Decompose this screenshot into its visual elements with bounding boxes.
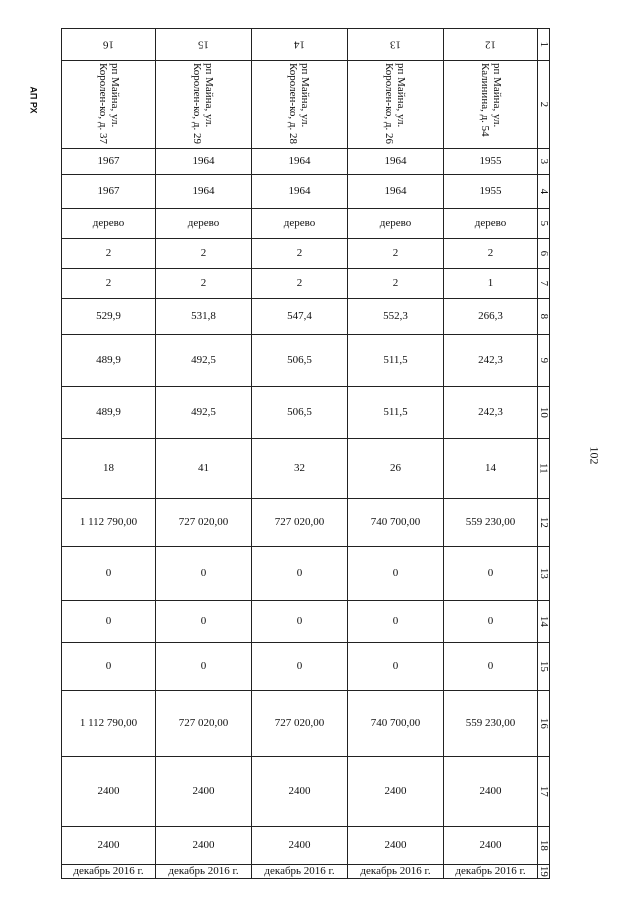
address-text: рп Майна, ул. Королен-ко, д. 26 [383,63,408,144]
column-number: 12 [537,516,550,528]
address-wrapper [252,61,346,149]
value-cell: 2400 [348,827,444,865]
value-cell: 1955 [444,149,538,175]
table-row [62,239,550,269]
value-cell: 2400 [156,757,252,827]
column-number: 7 [537,280,550,287]
address-cell [252,61,348,149]
table-row [62,601,550,643]
value-cell: дерево [156,209,252,239]
value-cell: 0 [156,601,252,643]
value-cell: 489,9 [62,335,156,387]
column-number-cell [538,601,550,643]
value-cell: 1967 [62,175,156,209]
value-cell: 0 [348,601,444,643]
table-row [62,757,550,827]
value-cell: 0 [156,643,252,691]
value-cell: 1964 [252,149,348,175]
value-cell: 727 020,00 [252,691,348,757]
value-cell: 242,3 [444,335,538,387]
value-cell: 531,8 [156,299,252,335]
value-cell: 2 [252,239,348,269]
column-number-cell [538,299,550,335]
table-row [62,149,550,175]
table-row [62,439,550,499]
value-cell: 552,3 [348,299,444,335]
value-cell: 2400 [62,757,156,827]
table-row [62,547,550,601]
value-cell: 2 [156,269,252,299]
value-cell: 41 [156,439,252,499]
address-wrapper [62,61,156,149]
value-cell: 1964 [348,149,444,175]
value-cell: 2400 [348,757,444,827]
completion-date: декабрь 2016 г. [444,865,538,879]
column-number: 4 [537,188,550,195]
column-number-cell [538,387,550,439]
column-number: 16 [537,717,550,729]
object-number: 15 [198,38,209,51]
value-cell: 0 [348,643,444,691]
value-cell: 0 [444,547,538,601]
column-number: 17 [537,785,550,797]
object-number-cell [156,29,252,61]
object-number: 16 [103,38,114,51]
completion-date: декабрь 2016 г. [156,865,252,879]
column-number-cell [538,827,550,865]
value-cell: дерево [62,209,156,239]
object-number-cell [348,29,444,61]
value-cell: 2400 [156,827,252,865]
address-wrapper [156,61,250,149]
value-cell: 506,5 [252,335,348,387]
value-cell: 1 112 790,00 [62,499,156,547]
value-cell: 1964 [348,175,444,209]
value-cell: 26 [348,439,444,499]
page-number [582,440,606,470]
column-number: 15 [537,660,550,672]
value-cell: 2400 [252,827,348,865]
value-cell: 740 700,00 [348,499,444,547]
value-cell: 18 [62,439,156,499]
column-number-cell [538,643,550,691]
value-cell: 0 [444,643,538,691]
address-wrapper [444,61,538,149]
table-row [62,29,550,61]
value-cell: 2 [444,239,538,269]
value-cell: 1 112 790,00 [62,691,156,757]
value-cell: 2400 [252,757,348,827]
column-number-cell [538,439,550,499]
value-cell: 2400 [62,827,156,865]
value-cell: дерево [252,209,348,239]
object-number: 13 [390,38,401,51]
value-cell: 727 020,00 [156,691,252,757]
completion-date: декабрь 2016 г. [348,865,444,879]
table-row [62,299,550,335]
housing-registry-table [61,28,550,879]
table-row [62,865,550,879]
value-cell: дерево [444,209,538,239]
column-number: 19 [537,865,550,877]
completion-date: декабрь 2016 г. [62,865,156,879]
value-cell: 1955 [444,175,538,209]
value-cell: 529,9 [62,299,156,335]
column-number: 10 [537,406,550,418]
object-number-cell [444,29,538,61]
value-cell: 0 [62,643,156,691]
value-cell: 0 [252,643,348,691]
address-cell [348,61,444,149]
value-cell: 266,3 [444,299,538,335]
value-cell: 1 [444,269,538,299]
value-cell: 2 [348,269,444,299]
object-number: 12 [485,38,496,51]
column-number: 1 [537,41,550,48]
address-text: рп Майна, ул. Королен-ко, д. 28 [287,63,312,144]
value-cell: 2 [348,239,444,269]
table-row [62,209,550,239]
value-cell: 740 700,00 [348,691,444,757]
address-text: рп Майна, ул. Королен-ко, д. 29 [191,63,216,144]
column-number: 8 [537,313,550,320]
page-number-text: 102 [587,446,602,464]
value-cell: 2400 [444,757,538,827]
table-body [62,29,550,879]
column-number: 11 [537,463,550,474]
table-row [62,335,550,387]
table-row [62,691,550,757]
value-cell: 492,5 [156,335,252,387]
value-cell: 492,5 [156,387,252,439]
column-number: 3 [537,158,550,165]
value-cell: 547,4 [252,299,348,335]
address-cell [156,61,252,149]
column-number: 9 [537,357,550,364]
value-cell: 242,3 [444,387,538,439]
archive-stamp-text: АП РХ [28,86,39,114]
column-number-cell [538,691,550,757]
address-cell [62,61,156,149]
value-cell: 0 [252,547,348,601]
table-row [62,387,550,439]
address-cell [444,61,538,149]
table-row [62,643,550,691]
value-cell: 506,5 [252,387,348,439]
value-cell: 511,5 [348,387,444,439]
value-cell: 0 [348,547,444,601]
object-number-cell [252,29,348,61]
object-number-cell [62,29,156,61]
column-number-cell [538,499,550,547]
column-number: 13 [537,567,550,579]
column-number-cell [538,757,550,827]
value-cell: 2 [62,269,156,299]
value-cell: 0 [156,547,252,601]
address-wrapper [348,61,442,149]
completion-date: декабрь 2016 г. [252,865,348,879]
column-number: 5 [537,220,550,227]
column-number-cell [538,61,550,149]
column-number-cell [538,209,550,239]
column-number-cell [538,175,550,209]
value-cell: дерево [348,209,444,239]
value-cell: 0 [444,601,538,643]
value-cell: 2 [156,239,252,269]
column-number-cell [538,239,550,269]
value-cell: 2 [252,269,348,299]
value-cell: 2400 [444,827,538,865]
value-cell: 32 [252,439,348,499]
value-cell: 0 [62,547,156,601]
value-cell: 1964 [252,175,348,209]
value-cell: 0 [62,601,156,643]
value-cell: 1964 [156,175,252,209]
value-cell: 559 230,00 [444,499,538,547]
value-cell: 489,9 [62,387,156,439]
value-cell: 727 020,00 [252,499,348,547]
column-number-cell [538,865,550,879]
value-cell: 1967 [62,149,156,175]
archive-stamp [26,80,40,120]
table-row [62,61,550,149]
column-number-cell [538,269,550,299]
object-number: 14 [294,38,305,51]
column-number-cell [538,149,550,175]
value-cell: 727 020,00 [156,499,252,547]
value-cell: 1964 [156,149,252,175]
column-number: 14 [537,615,550,627]
column-number: 6 [537,250,550,257]
table-row [62,827,550,865]
value-cell: 0 [252,601,348,643]
table-row [62,499,550,547]
address-text: рп Майна, ул. Королен-ко, д. 37 [97,63,122,144]
value-cell: 559 230,00 [444,691,538,757]
value-cell: 2 [62,239,156,269]
address-text: рп Майна, ул. Калинина, д. 54 [479,63,504,137]
column-number: 18 [537,839,550,851]
table-row [62,269,550,299]
value-cell: 14 [444,439,538,499]
column-number: 2 [537,101,550,108]
column-number-cell [538,547,550,601]
table-row [62,175,550,209]
value-cell: 511,5 [348,335,444,387]
column-number-cell [538,29,550,61]
column-number-cell [538,335,550,387]
